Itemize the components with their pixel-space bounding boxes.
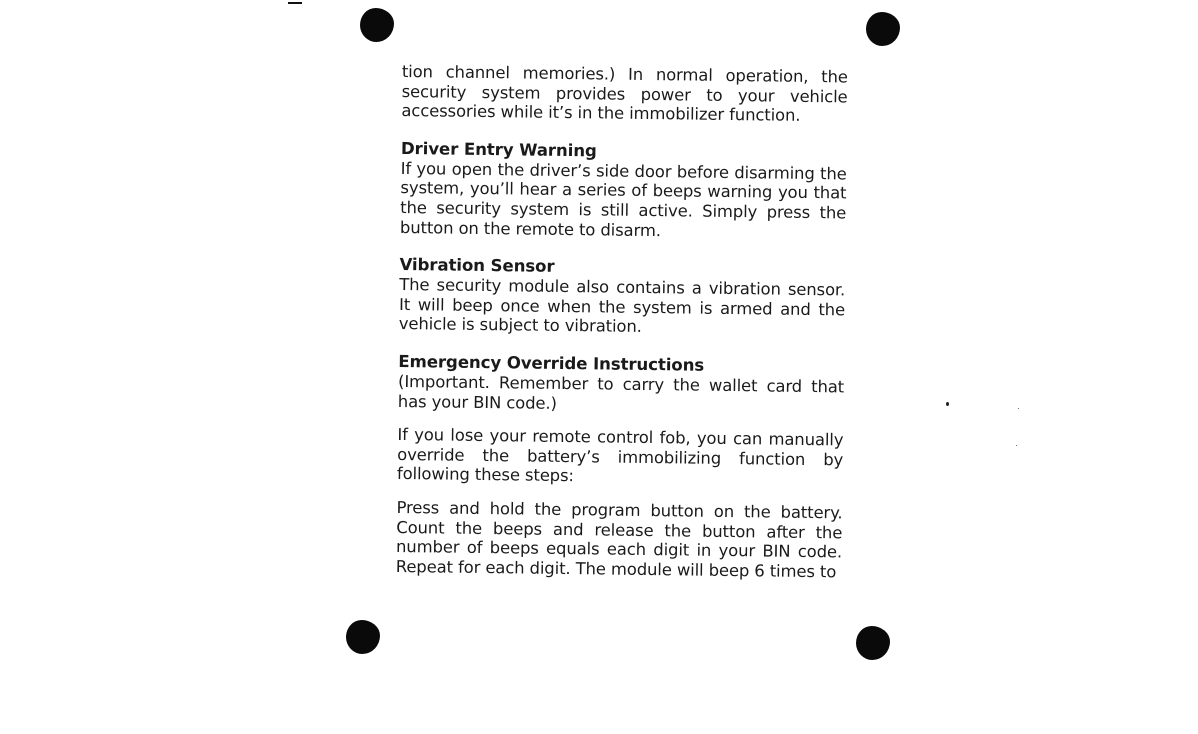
binder-hole-bottom-right (856, 626, 890, 660)
binder-hole-bottom-left (346, 620, 380, 654)
section-body-vibration-sensor: The security module also contains a vibration sensor. It will beep once when the system is armed and the vehicle is subject to vibration. (398, 275, 846, 337)
override-steps-paragraph: Press and hold the program button on the battery. Count the beeps and release the button after the number of beeps equals each digit in your BIN code. Repeat for each digit. The module will beep 6 times to (395, 497, 843, 582)
override-intro-paragraph: If you lose your remote control fob, you can manually override the battery’s immobilizing function by following these steps: (396, 425, 844, 486)
intro-paragraph: tion channel memories.) In normal operation, the security system provides power to your vehicle accessories while it’s in the immobilizer function. (401, 62, 848, 126)
section-body-driver-entry-warning: If you open the driver’s side door before disarming the system, you’ll hear a series of beeps warning you that the security system is still active. Simply press the button on the remote to disarm. (399, 158, 847, 240)
binder-hole-top-left (360, 8, 394, 42)
section-body-emergency-override: (Important. Remember to carry the wallet card that has your BIN code.) (397, 371, 845, 413)
scan-speck (1018, 408, 1019, 409)
section-heading-driver-entry-warning: Driver Entry Warning (400, 138, 597, 161)
scan-speck (946, 402, 949, 406)
scan-mark (288, 2, 302, 4)
binder-hole-top-right (866, 12, 900, 46)
section-heading-vibration-sensor: Vibration Sensor (399, 255, 555, 277)
manual-text (396, 62, 848, 582)
scan-speck (1016, 445, 1017, 446)
section-heading-emergency-override: Emergency Override Instructions (398, 351, 705, 375)
